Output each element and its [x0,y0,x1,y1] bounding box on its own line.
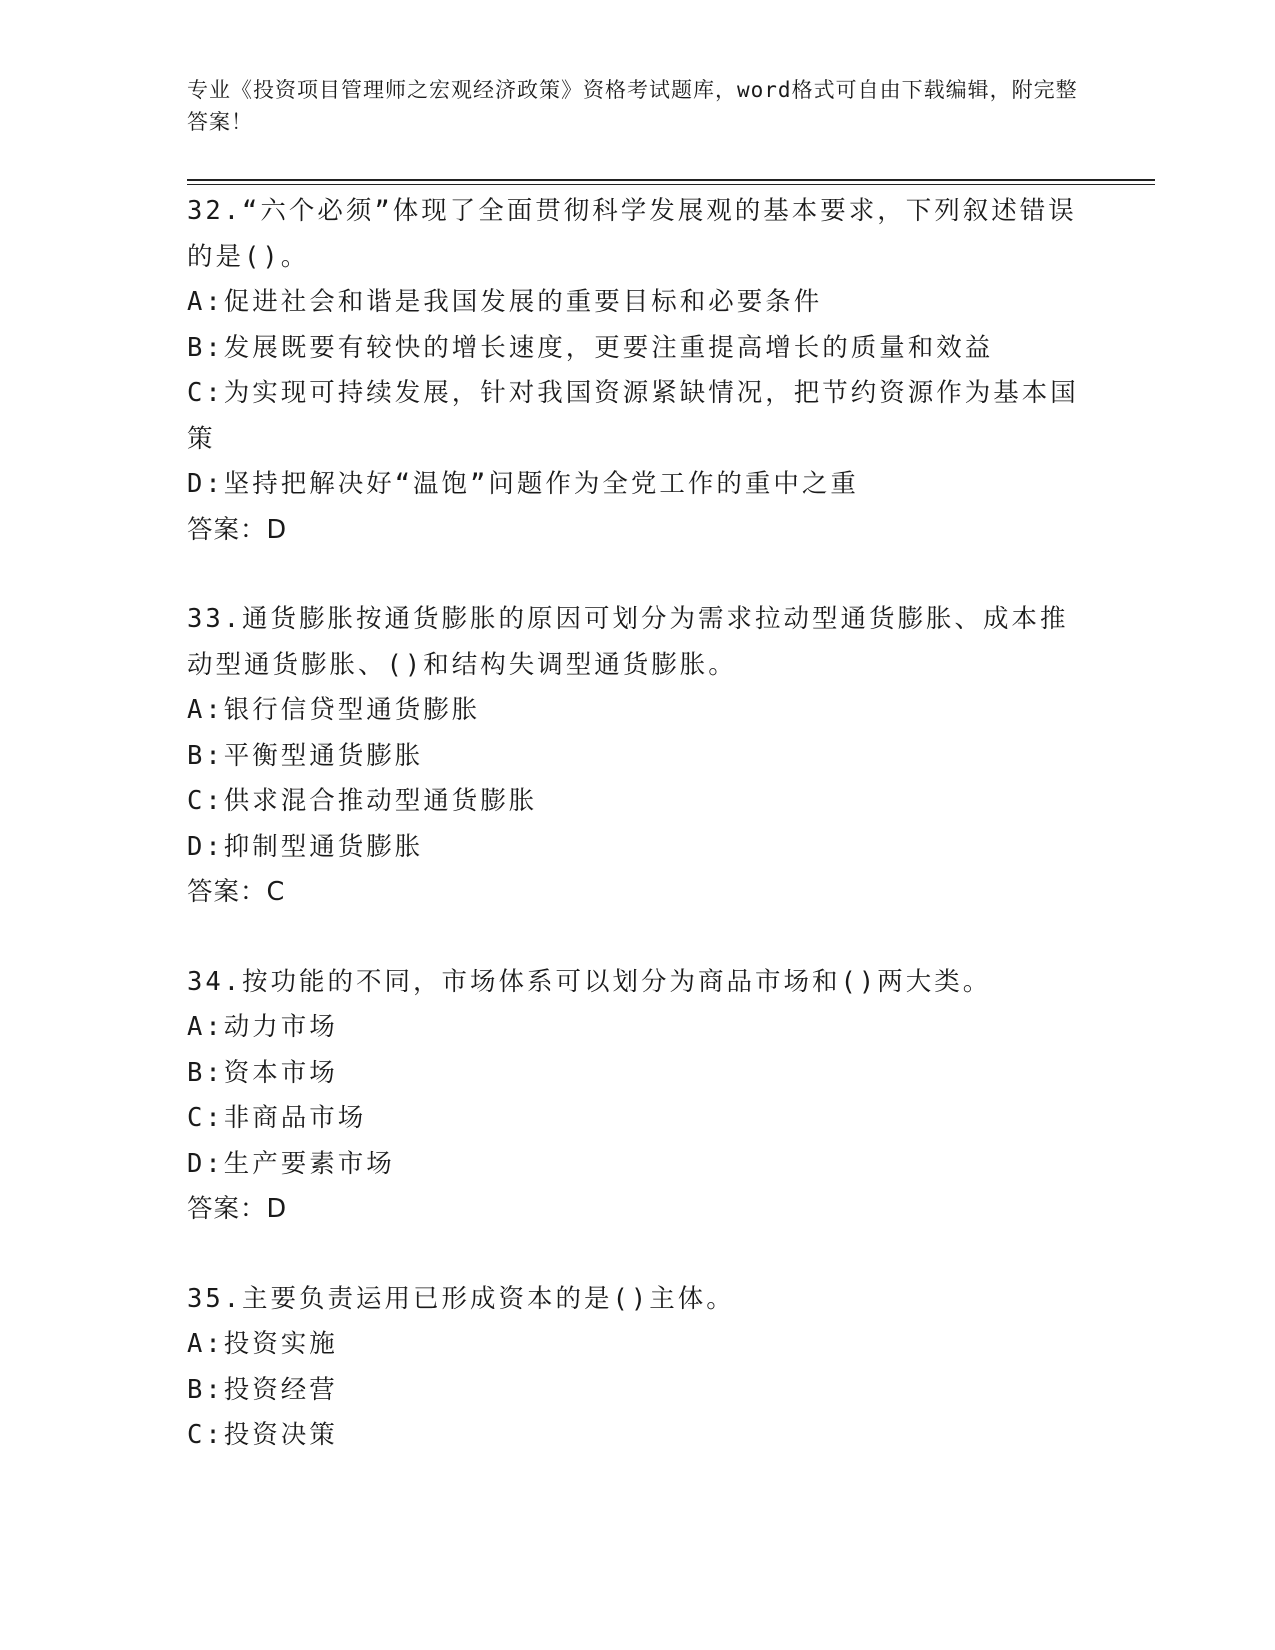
option-c: C:非商品市场 [187,1103,367,1133]
question-stem: 34.按功能的不同，市场体系可以划分为商品市场和()两大类。 [187,966,992,997]
option-a: A:促进社会和谐是我国发展的重要目标和必要条件 [187,287,823,317]
option-b: B:资本市场 [187,1057,338,1088]
option-b: B:平衡型通货膨胀 [187,740,424,771]
answer-text: 答案：D [187,514,288,545]
option-c: C:投资决策 [187,1420,338,1450]
option-a: A:投资实施 [187,1329,338,1359]
option-c: C:为实现可持续发展，针对我国资源紧缺情况，把节约资源作为基本国策 [187,378,1079,454]
option-a: A:银行信贷型通货膨胀 [187,695,481,725]
header-divider-thick [187,179,1155,181]
document-header [187,74,1087,138]
option-d: D:生产要素市场 [187,1148,395,1179]
option-a: A:动力市场 [187,1012,338,1042]
answer-text: 答案：C [187,877,286,907]
question-list [187,189,1087,1459]
header-text: 专业《投资项目管理师之宏观经济政策》资格考试题库，word格式可自由下载编辑，附完整答案！ [187,78,1078,134]
header-divider-thin [187,184,1155,185]
option-d: D:坚持把解决好“温饱”问题作为全党工作的重中之重 [187,469,859,499]
question-35 [187,1277,1087,1459]
option-d: D:抑制型通货膨胀 [187,831,424,862]
option-b: B:投资经营 [187,1374,338,1405]
question-stem: 35.主要负责运用已形成资本的是()主体。 [187,1283,735,1314]
option-b: B:发展既要有较快的增长速度，更要注重提高增长的质量和效益 [187,332,994,363]
question-33 [187,597,1087,916]
answer-text: 答案：D [187,1194,288,1224]
question-32 [187,189,1087,553]
option-c: C:供求混合推动型通货膨胀 [187,786,538,816]
question-stem: 33.通货膨胀按通货膨胀的原因可划分为需求拉动型通货膨胀、成本推动型通货膨胀、()和结构失调型通货膨胀。 [187,604,1069,680]
question-stem: 32.“六个必须”体现了全面贯彻科学发展观的基本要求，下列叙述错误的是()。 [187,196,1077,272]
question-34 [187,960,1087,1233]
